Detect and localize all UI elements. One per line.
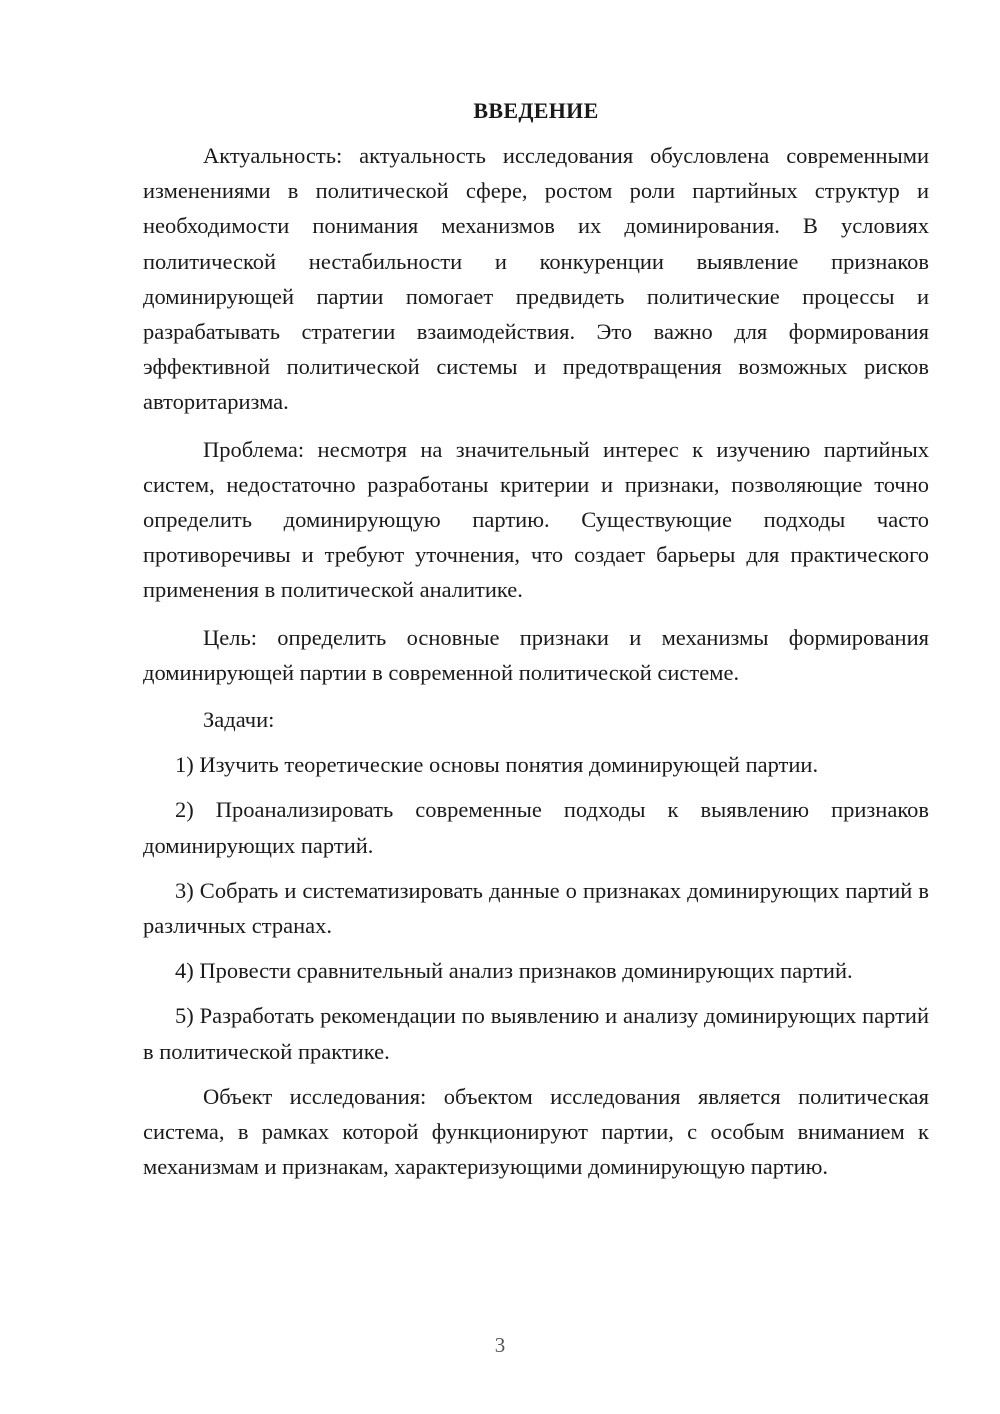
document-page	[143, 96, 929, 1196]
task-item-1: 1) Изучить теоретические основы понятия доминирующей партии.	[175, 752, 819, 778]
task-item-4: 4) Провести сравнительный анализ признаков доминирующих партий.	[175, 958, 853, 984]
tasks-label: Задачи:	[203, 707, 275, 733]
task-item-5: 5) Разработать рекомендации по выявлению и анализу доминирующих партий в политической практике.	[143, 1003, 929, 1064]
task-item-2: 2) Проанализировать современные подходы к выявлению признаков доминирующих партий.	[143, 797, 929, 858]
relevance-paragraph: Актуальность: актуальность исследования обусловлена современными изменениями в политической сфере, ростом роли партийных структур и необходимости понимания механизмов их доминирования. В условиях политической нестабильности и конкуренции выявление признаков доминирующей партии помогает предвидеть политические процессы и разрабатывать стратегии взаимодействия. Это важно для формирования эффективной политической системы и предотвращения возможных рисков авторитаризма.	[143, 143, 929, 415]
object-paragraph: Объект исследования: объектом исследования является политическая система, в рамках которой функционируют партии, с особым вниманием к механизмам и признакам, характеризующими доминирующую партию.	[143, 1083, 929, 1180]
goal-paragraph: Цель: определить основные признаки и механизмы формирования доминирующей партии в современной политической системе.	[143, 624, 929, 685]
problem-paragraph: Проблема: несмотря на значительный интерес к изучению партийных систем, недостаточно разработаны критерии и признаки, позволяющие точно определить доминирующую партию. Существующие подходы часто противоречивы и требуют уточнения, что создает барьеры для практического применения в политической аналитике.	[143, 436, 929, 603]
page-title: ВВЕДЕНИЕ	[473, 98, 599, 123]
page-number: 3	[494, 1333, 506, 1357]
task-item-3: 3) Собрать и систематизировать данные о признаках доминирующих партий в различных странах.	[143, 877, 929, 939]
